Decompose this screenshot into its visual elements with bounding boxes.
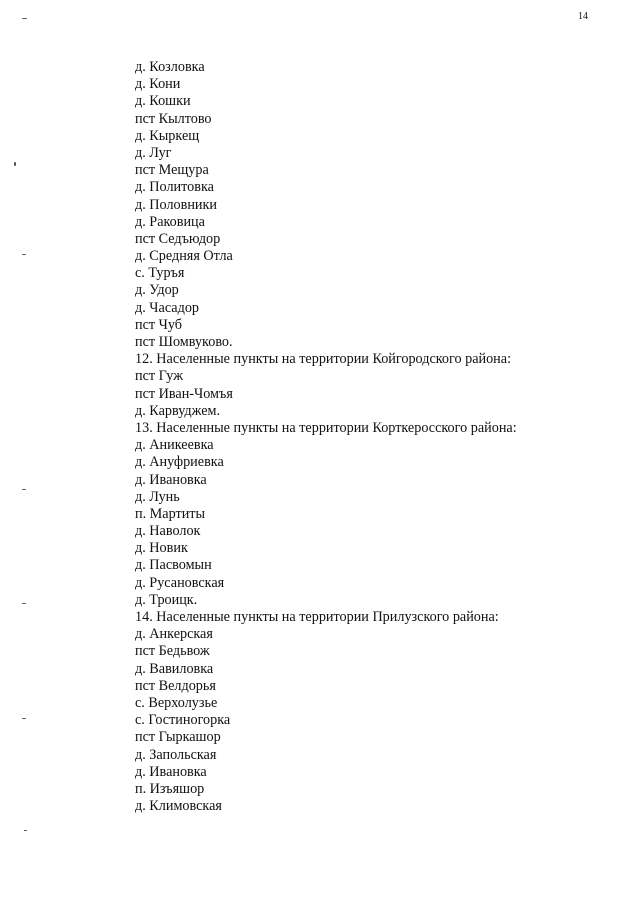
list-item: д. Запольская	[135, 746, 217, 763]
list-item: с. Верхолузье	[135, 694, 218, 711]
scan-speck	[22, 18, 27, 19]
list-item: д. Луг	[135, 144, 172, 161]
scan-speck	[22, 718, 26, 719]
list-item: д. Кыркещ	[135, 127, 200, 144]
list-item: с. Туръя	[135, 265, 185, 282]
list-item: д. Раковица	[135, 213, 205, 230]
list-item: пст Чуб	[135, 316, 182, 333]
list-item: д. Лунь	[135, 488, 180, 505]
scan-speck	[22, 603, 26, 604]
list-item: д. Политовка	[135, 179, 214, 196]
list-item: д. Кошки	[135, 93, 191, 110]
list-item: д. Половники	[135, 196, 218, 213]
section-heading: 14. Населенные пункты на территории Прилузского района:	[135, 609, 499, 625]
scan-speck	[14, 162, 16, 166]
list-item: д. Ивановка	[135, 471, 207, 488]
list-item: п. Изъяшор	[135, 780, 205, 797]
scan-speck	[24, 830, 27, 831]
list-item: д. Троицк.	[135, 591, 198, 608]
list-item: пст Велдорья	[135, 677, 216, 694]
list-item: д. Аникеевка	[135, 437, 214, 454]
list-item: пст Седъюдор	[135, 230, 221, 247]
list-item: пст Гуж	[135, 368, 184, 385]
list-item: пст Мещура	[135, 162, 209, 179]
list-item: с. Гостиногорка	[135, 712, 231, 729]
list-item: д. Пасвомын	[135, 557, 212, 574]
list-item: д. Наволок	[135, 523, 201, 540]
section-heading: 13. Населенные пункты на территории Корткеросского района:	[135, 419, 517, 436]
list-item: д. Русановская	[135, 574, 225, 591]
section-heading: 12. Населенные пункты на территории Койгородского района:	[135, 351, 512, 368]
list-item: п. Мартиты	[135, 505, 206, 522]
page-number: 14	[578, 11, 588, 22]
scan-speck	[22, 489, 26, 490]
list-item: д. Вавиловка	[135, 660, 214, 677]
list-item: пст Бедьвож	[135, 643, 210, 660]
list-item: пст Кылтово	[135, 110, 212, 127]
list-item: д. Ануфриевка	[135, 454, 224, 471]
list-item: пст Иван-Чомъя	[135, 385, 233, 402]
list-item: д. Климовская	[135, 798, 222, 815]
list-item: д. Средняя Отла	[135, 248, 233, 265]
list-item: д. Анкерская	[135, 626, 213, 643]
list-item: д. Новик	[135, 540, 188, 557]
list-item: д. Часадор	[135, 299, 200, 316]
list-item: д. Козловка	[135, 59, 205, 75]
list-item: д. Кони	[135, 76, 181, 93]
list-item: пст Гыркашор	[135, 729, 221, 746]
scan-speck	[22, 254, 26, 255]
settlement-list	[135, 59, 615, 815]
list-item: пст Шомвуково.	[135, 334, 233, 350]
list-item: д. Удор	[135, 282, 179, 299]
list-item: д. Ивановка	[135, 763, 207, 780]
list-item: д. Карвуджем.	[135, 402, 221, 419]
